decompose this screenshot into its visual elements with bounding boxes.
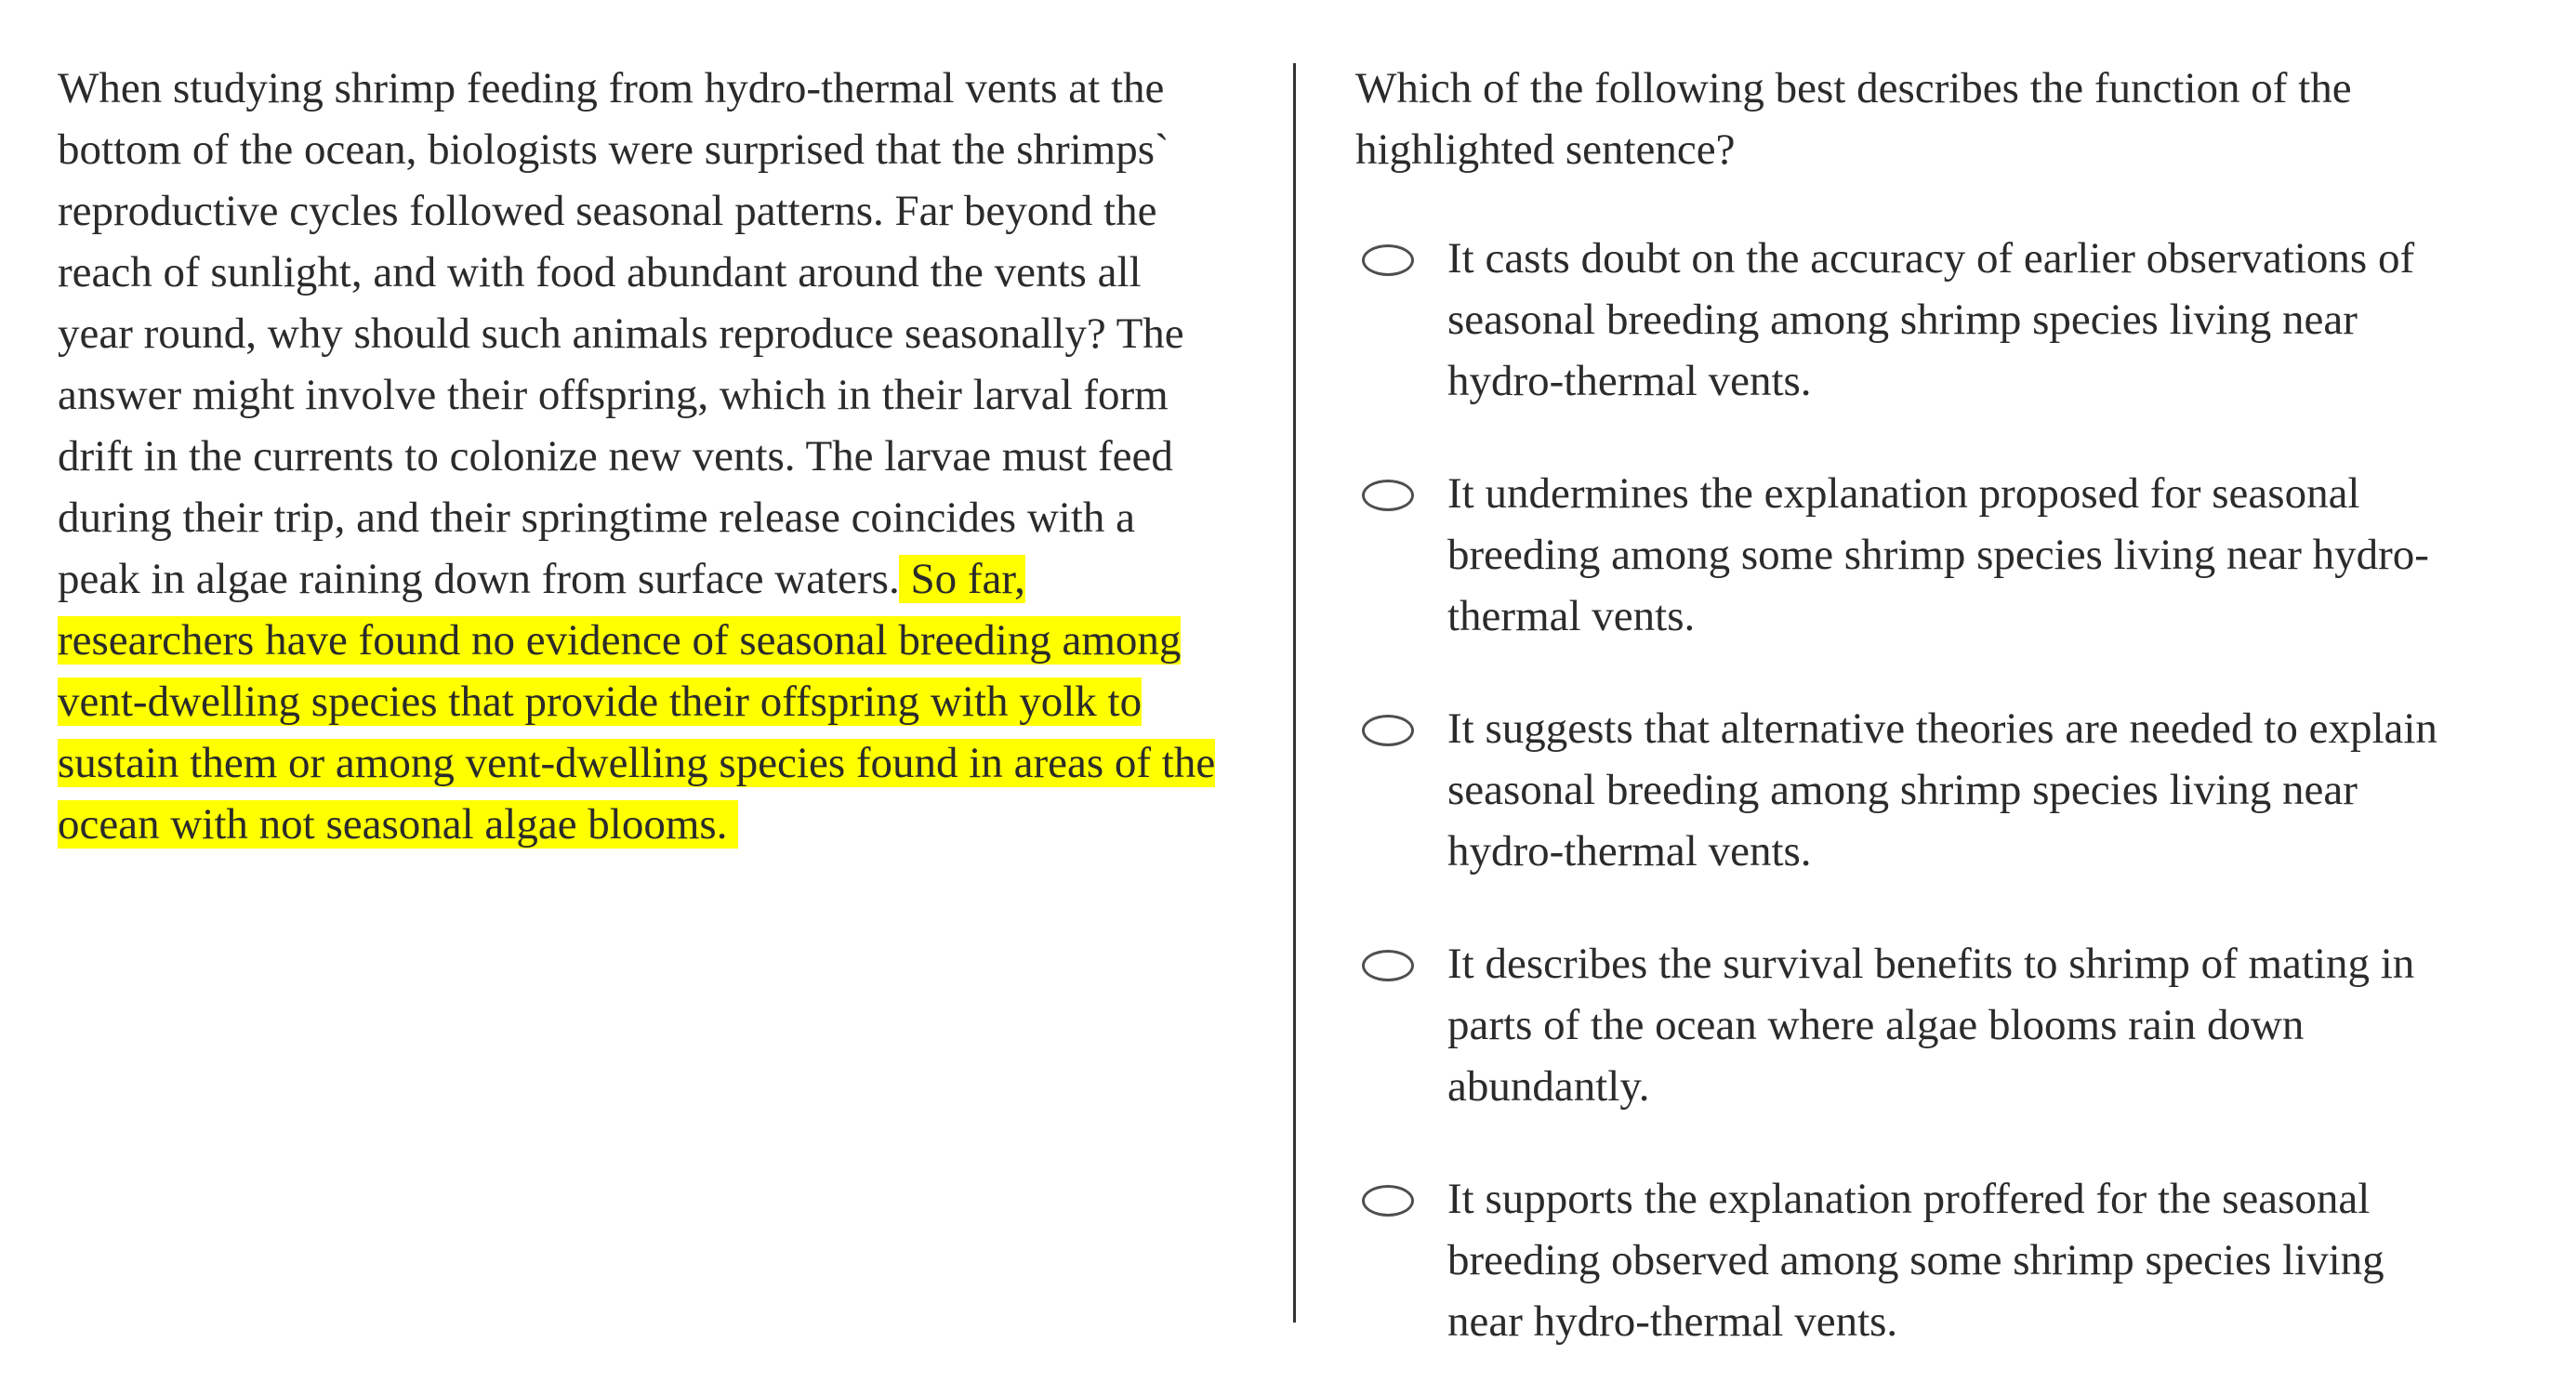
answer-option[interactable] bbox=[1355, 698, 2471, 882]
column-divider bbox=[1293, 63, 1296, 1323]
passage-text: When studying shrimp feeding from hydro-thermal vents at the bottom of the ocean, biologists were surprised that the shrimps` reproductive cycles followed seasonal patterns. Far beyond the reach of sunlight, and with food abundant around the vents all year round, why should such animals reproduce seasonally? The answer might involve their offspring, which in their larval form drift in the currents to colonize new vents. The larvae must feed during their trip, and their springtime release coincides with a peak in algae raining down from surface waters. bbox=[58, 64, 1184, 603]
highlighted-sentence: So far, researchers have found no evidence of seasonal breeding among vent-dwelling species that provide their offspring with yolk to sustain them or among vent-dwelling species found in areas of the ocean with not seasonal algae blooms. bbox=[58, 555, 1216, 849]
passage bbox=[58, 58, 1220, 855]
radio-button[interactable] bbox=[1362, 1185, 1414, 1217]
question-panel bbox=[1355, 58, 2471, 1395]
option-label: It casts doubt on the accuracy of earlier observations of seasonal breeding among shrimp species living near hydro-thermal vents. bbox=[1447, 234, 2415, 405]
option-label: It undermines the explanation proposed for seasonal breeding among some shrimp species living near hydro-thermal vents. bbox=[1447, 469, 2429, 640]
option-label: It suggests that alternative theories are needed to explain seasonal breeding among shrimp species living near hydro-thermal vents. bbox=[1447, 704, 2437, 875]
radio-button[interactable] bbox=[1362, 244, 1414, 276]
radio-button[interactable] bbox=[1362, 950, 1414, 981]
answer-option[interactable] bbox=[1355, 1168, 2471, 1352]
options-list bbox=[1355, 228, 2471, 1352]
answer-option[interactable] bbox=[1355, 933, 2471, 1117]
option-label: It supports the explanation proffered for the seasonal breeding observed among some shrimp species living near hydro-thermal vents. bbox=[1447, 1175, 2384, 1346]
radio-button[interactable] bbox=[1362, 715, 1414, 746]
question-text: Which of the following best describes the function of the highlighted sentence? bbox=[1355, 64, 2352, 174]
radio-button[interactable] bbox=[1362, 480, 1414, 511]
option-label: It describes the survival benefits to shrimp of mating in parts of the ocean where algae blooms rain down abundantly. bbox=[1447, 940, 2415, 1111]
answer-option[interactable] bbox=[1355, 228, 2471, 412]
answer-option[interactable] bbox=[1355, 463, 2471, 647]
